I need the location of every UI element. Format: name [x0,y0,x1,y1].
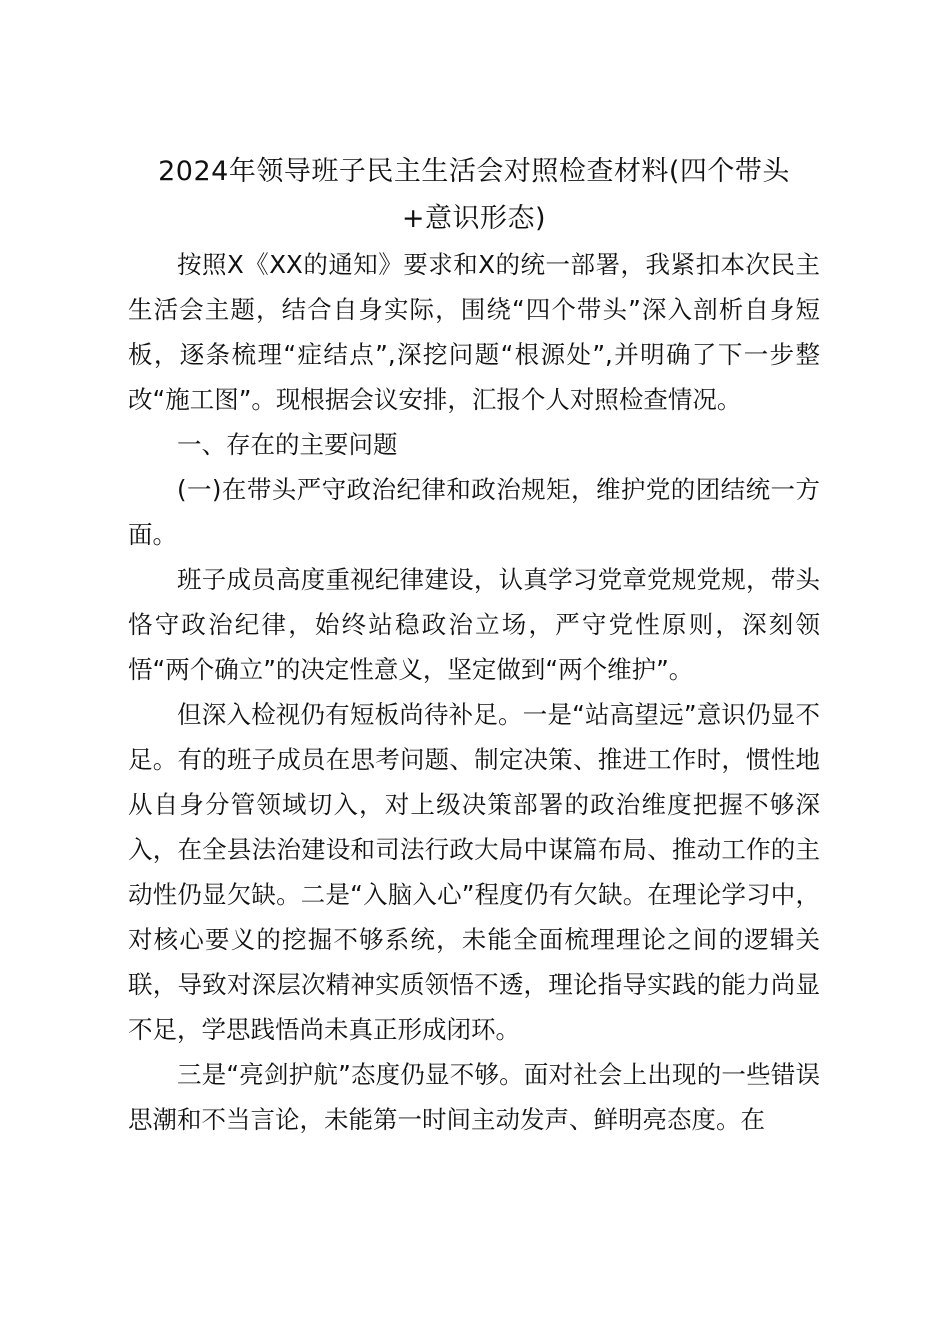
intro-paragraph: 按照X《XX的通知》要求和X的统一部署，我紧扣本次民主生活会主题，结合自身实际，围绕“四个带头”深入剖析自身短板，逐条梳理“症结点”,深挖问题“根源处”,并明确了下一步整改“施工图”。现根据会议安排，汇报个人对照检查情况。 [128,250,820,414]
subsection-heading-discipline: (一)在带头严守政治纪律和政治规矩，维护党的团结统一方面。 [128,475,820,549]
title-line-1: 2024年领导班子民主生活会对照检查材料(四个带头 [158,156,790,187]
section-heading-problems: 一、存在的主要问题 [177,430,398,459]
body-paragraph-3: 三是“亮剑护航”态度仍显不够。面对社会上出现的一些错误思潮和不当言论，未能第一时间主动发声、鲜明亮态度。在 [128,1060,820,1134]
title-line-2: +意识形态) [401,203,547,234]
document-page [128,148,820,1142]
body-paragraph-2: 但深入检视仍有短板尚待补足。一是“站高望远”意识仍显不足。有的班子成员在思考问题、制定决策、推进工作时，惯性地从自身分管领域切入，对上级决策部署的政治维度把握不够深入，在全县法治建设和司法行政大局中谋篇布局、推动工作的主动性仍显欠缺。二是“入脑入心”程度仍有欠缺。在理论学习中，对核心要义的挖掘不够系统，未能全面梳理理论之间的逻辑关联，导致对深层次精神实质领悟不透，理论指导实践的能力尚显不足，学思践悟尚未真正形成闭环。 [128,700,820,1044]
document-title [128,148,820,242]
body-paragraph-1: 班子成员高度重视纪律建设，认真学习党章党规党规，带头恪守政治纪律，始终站稳政治立场，严守党性原则，深刻领悟“两个确立”的决定性意义，坚定做到“两个维护”。 [128,565,820,684]
